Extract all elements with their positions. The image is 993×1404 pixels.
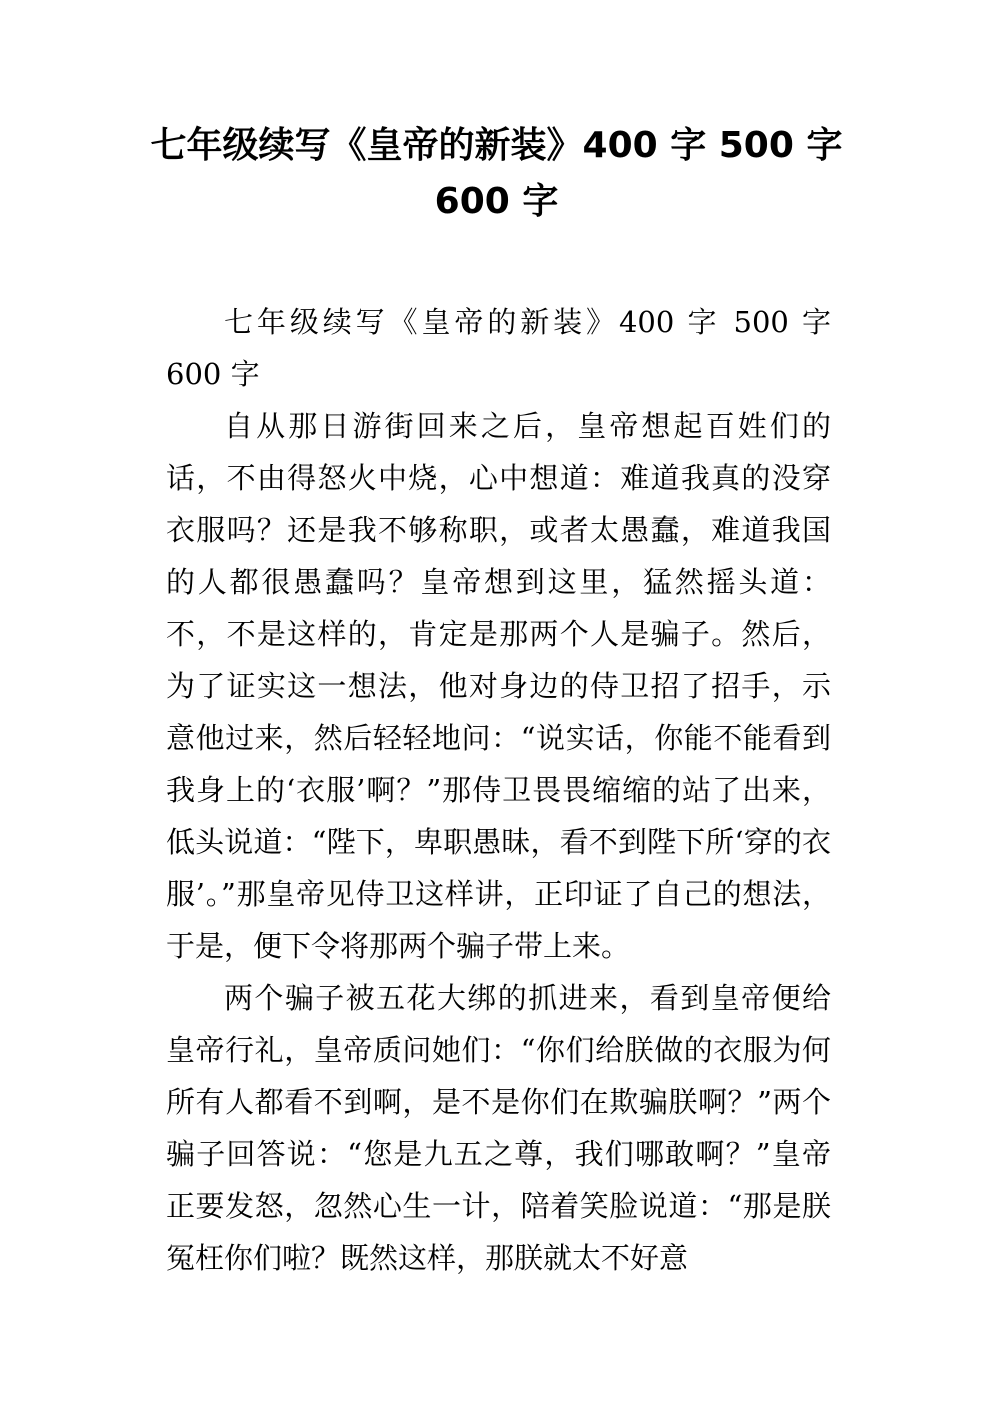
body-paragraph-subtitle: 七年级续写《皇帝的新装》400 字 500 字 600 字 xyxy=(166,305,831,391)
body-paragraph: 自从那日游街回来之后，皇帝想起百姓们的话，不由得怒火中烧，心中想道：难道我真的没穿衣服吗？还是我不够称职，或者太愚蠢，难道我国的人都很愚蠢吗？皇帝想到这里，猛然摇头道：不，不是这样的，肯定是那两个人是骗子。然后，为了证实这一想法，他对身边的侍卫招了招手，示意他过来，然后轻轻地问：“说实话，你能不能看到我身上的‘衣服’啊？”那侍卫畏畏缩缩的站了出来，低头说道：“陛下，卑职愚昧，看不到陛下所‘穿的衣服’。”那皇帝见侍卫这样讲，正印证了自己的想法，于是，便下令将那两个骗子带上来。 xyxy=(166,409,831,963)
document-title: 七年级续写《皇帝的新装》400 字 500 字 600 字 xyxy=(150,125,843,222)
document-body xyxy=(166,296,831,1284)
body-paragraph: 两个骗子被五花大绑的抓进来，看到皇帝便给皇帝行礼，皇帝质问她们：“你们给朕做的衣服为何所有人都看不到啊，是不是你们在欺骗朕啊？”两个骗子回答说：“您是九五之尊，我们哪敢啊？”皇帝正要发怒，忽然心生一计，陪着笑脸说道：“那是朕冤枉你们啦？既然这样，那朕就太不好意 xyxy=(166,981,831,1275)
